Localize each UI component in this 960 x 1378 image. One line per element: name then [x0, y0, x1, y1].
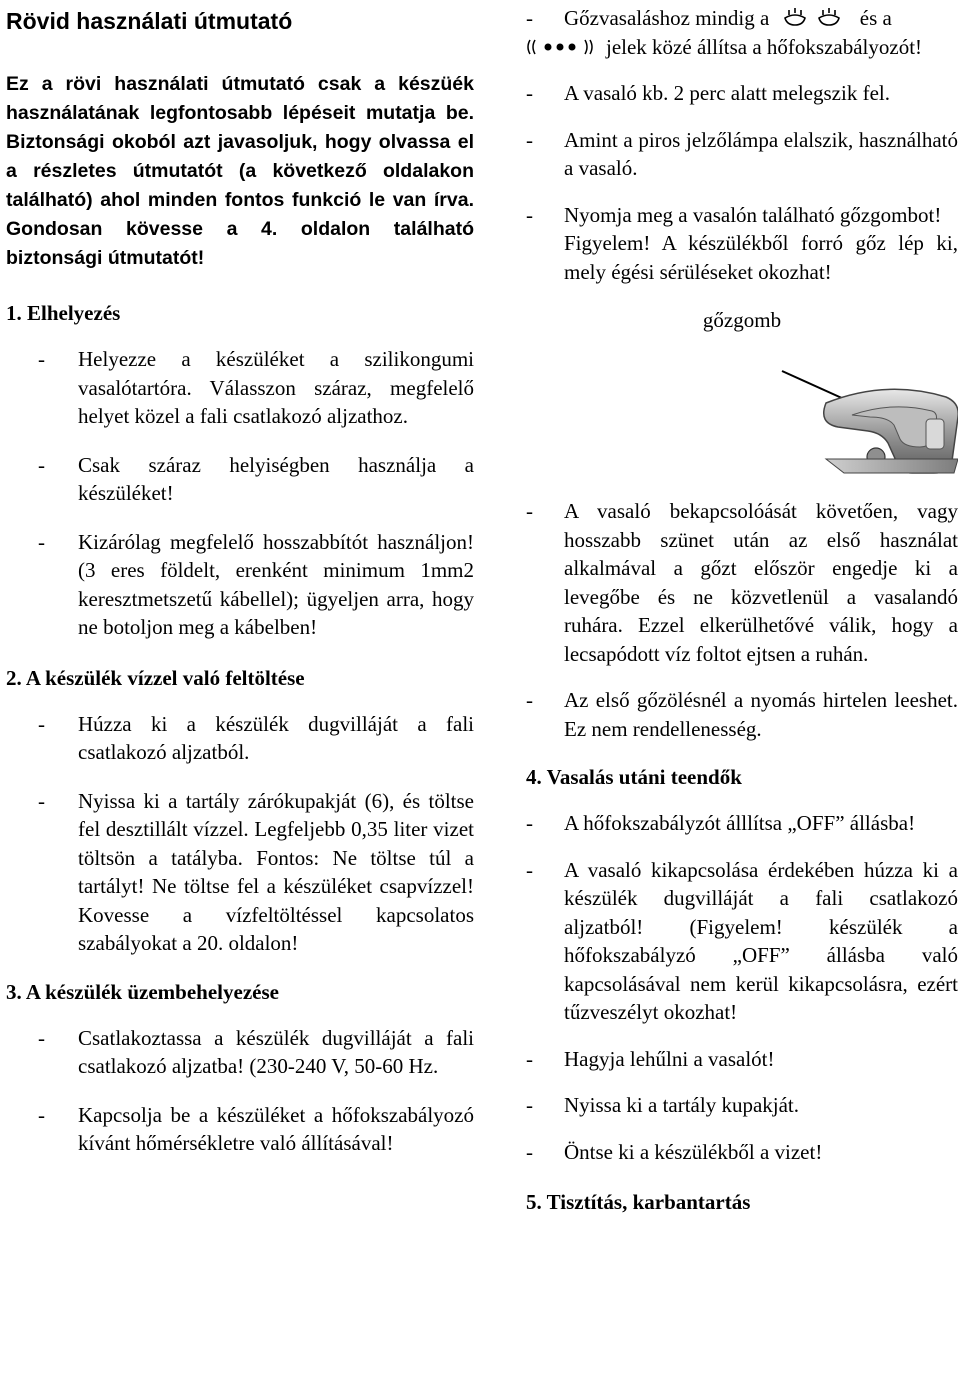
- list-item-text: Öntse ki a készülékből a vizet!: [564, 1139, 823, 1164]
- list-item: [526, 809, 958, 838]
- warning-text: Figyelem! A készülékből forró gőz lép ki, mely égési sérüléseket okozhat!: [564, 231, 958, 284]
- bullet-dash: -: [526, 811, 533, 835]
- bullet-dash: -: [38, 1025, 45, 1050]
- three-dots-setting-icon: [526, 37, 594, 57]
- bullet-dash: -: [38, 529, 45, 554]
- list-item-text: Kapcsolja be a készüléket a hőfokszabályozó kívánt hőmérsékletre való állításával!: [78, 1102, 474, 1155]
- bullet-dash: -: [526, 499, 533, 523]
- list-item-text: Gőzvasaláshoz mindig a: [564, 6, 770, 30]
- list-item: [526, 79, 958, 108]
- list-item-text: Nyomja meg a vasalón található gőzgombot!: [564, 202, 942, 227]
- bullet-dash: -: [526, 81, 533, 105]
- bullet-dash: -: [38, 452, 45, 477]
- list-item-text: A hőfokszabályzót álllítsa „OFF” állásba!: [564, 811, 916, 835]
- list-item-text: Az első gőzölésnél a nyomás hirtelen leeshet. Ez nem rendellenesség.: [564, 688, 958, 741]
- section-5-heading: 5. Tisztítás, karbantartás: [526, 1190, 751, 1214]
- bullet-dash: -: [526, 127, 533, 152]
- list-item: [526, 497, 958, 668]
- list-item-text: Nyissa ki a tartály kupakját.: [564, 1093, 800, 1117]
- right-column: [526, 0, 958, 1216]
- list-item: [6, 451, 474, 508]
- list-item-steam-setting: [526, 4, 958, 61]
- bullet-dash: -: [526, 1093, 533, 1117]
- list-item: [526, 1091, 958, 1120]
- list-item: [6, 345, 474, 431]
- list-item-text: Csak száraz helyiségben használja a készüléket!: [78, 452, 474, 505]
- list-item-text: A vasaló bekapcsolóását követően, vagy hosszabb szünet után az első használat alkalmával a gőzt először engedje ki a levegőbe és ne közvetlenül a vasalandó ruhára. Ezzel elkerülhetővé válik, hogy a lecsapódott víz foltot ejtsen a ruhán.: [564, 499, 958, 666]
- list-item-text: Hagyja lehűlni a vasalót!: [564, 1046, 775, 1071]
- steam-button-label: gőzgomb: [702, 308, 782, 332]
- list-item: [6, 1024, 474, 1081]
- left-column: [6, 0, 474, 1158]
- section-4-heading: 4. Vasalás utáni teendők: [526, 765, 742, 789]
- bullet-dash: -: [38, 347, 45, 371]
- list-item-text: és a: [859, 6, 892, 30]
- list-item-text: Nyissa ki a tartály zárókupakját (6), és töltse fel desztillált vízzel. Legfeljebb 0,35 liter vizet töltsön a tatályba. Fontos: Ne töltse túl a tartályt! Ne töltse fel a készüléket csapvízzel! Kovesse a vízfeltöltéssel kapcsolatos szabályokat a 20. oldalon!: [78, 788, 474, 955]
- list-item-text: Amint a piros jelzőlámpa elalszik, használható a vasaló.: [564, 127, 958, 180]
- bullet-dash: -: [526, 688, 533, 712]
- bullet-dash: -: [526, 1139, 533, 1164]
- section-1-heading: 1. Elhelyezés: [6, 301, 121, 325]
- bullet-dash: -: [38, 711, 45, 736]
- list-item-text: Húzza ki a készülék dugvilláját a fali csatlakozó aljzatból.: [78, 711, 474, 764]
- list-item-text: A vasaló kikapcsolása érdekében húzza ki a készülék dugvilláját a fali csatlakozó aljzatból! (Figyelem! készülék a hőfokszabályzó „OFF” állásba való kapcsolásával nem kerül kikapcsolásra, ezért tűzveszélyt okozhat!: [564, 857, 958, 1024]
- list-item: [526, 1045, 958, 1074]
- bullet-dash: -: [526, 202, 533, 227]
- bullet-dash: -: [38, 1102, 45, 1127]
- list-item-text: Helyezze a készüléket a szilikongumi vasalótartóra. Válasszon száraz, megfelelő helyet közel a fali csatlakozó aljzathoz.: [78, 347, 474, 428]
- intro-paragraph: Ez a rövi használati útmutató csak a készüék használatának legfontosabb lépéseit mutatja be. Biztonsági okoból azt javasoljuk, hogy olvassa el a részletes útmutatót (a következő oldalakon található) ahol minden fontos funkció le van írva. Gondosan kövesse a 4. oldalon található biztonsági útmutatót!: [6, 73, 474, 269]
- list-item: [526, 126, 958, 183]
- section-3-heading: 3. A készülék üzembehelyezése: [6, 979, 279, 1004]
- list-item-text: jelek közé állítsa a hőfokszabályozót!: [606, 34, 923, 59]
- page-title: Rövid használati útmutató: [6, 8, 293, 34]
- bullet-dash: -: [38, 788, 45, 813]
- bullet-dash: -: [526, 6, 533, 30]
- list-item: [6, 787, 474, 958]
- bullet-dash: -: [526, 1046, 533, 1071]
- bullet-dash: -: [526, 857, 533, 882]
- list-item: [526, 1138, 958, 1167]
- list-item-text: Kizárólag megfelelő hosszabbítót használjon! (3 eres földelt, erenként minimum 1mm2 keresztmetszetű kábellel); ügyeljen arra, hogy ne botoljon meg a kábelben!: [78, 529, 474, 639]
- list-item-text: Csatlakoztassa a készülék dugvilláját a fali csatlakozó aljzatba! (230-240 V, 50-60 Hz.: [78, 1025, 474, 1078]
- list-item: [526, 201, 958, 287]
- list-item: [526, 856, 958, 1027]
- steam-iron-illustration: [526, 341, 958, 479]
- section-2-heading: 2. A készülék vízzel való feltöltése: [6, 665, 305, 690]
- steam-cloud-icon: [781, 6, 849, 28]
- list-item: [6, 1101, 474, 1158]
- list-item: [526, 686, 958, 743]
- list-item-text: A vasaló kb. 2 perc alatt melegszik fel.: [564, 81, 890, 105]
- list-item: [6, 528, 474, 642]
- list-item: [6, 710, 474, 767]
